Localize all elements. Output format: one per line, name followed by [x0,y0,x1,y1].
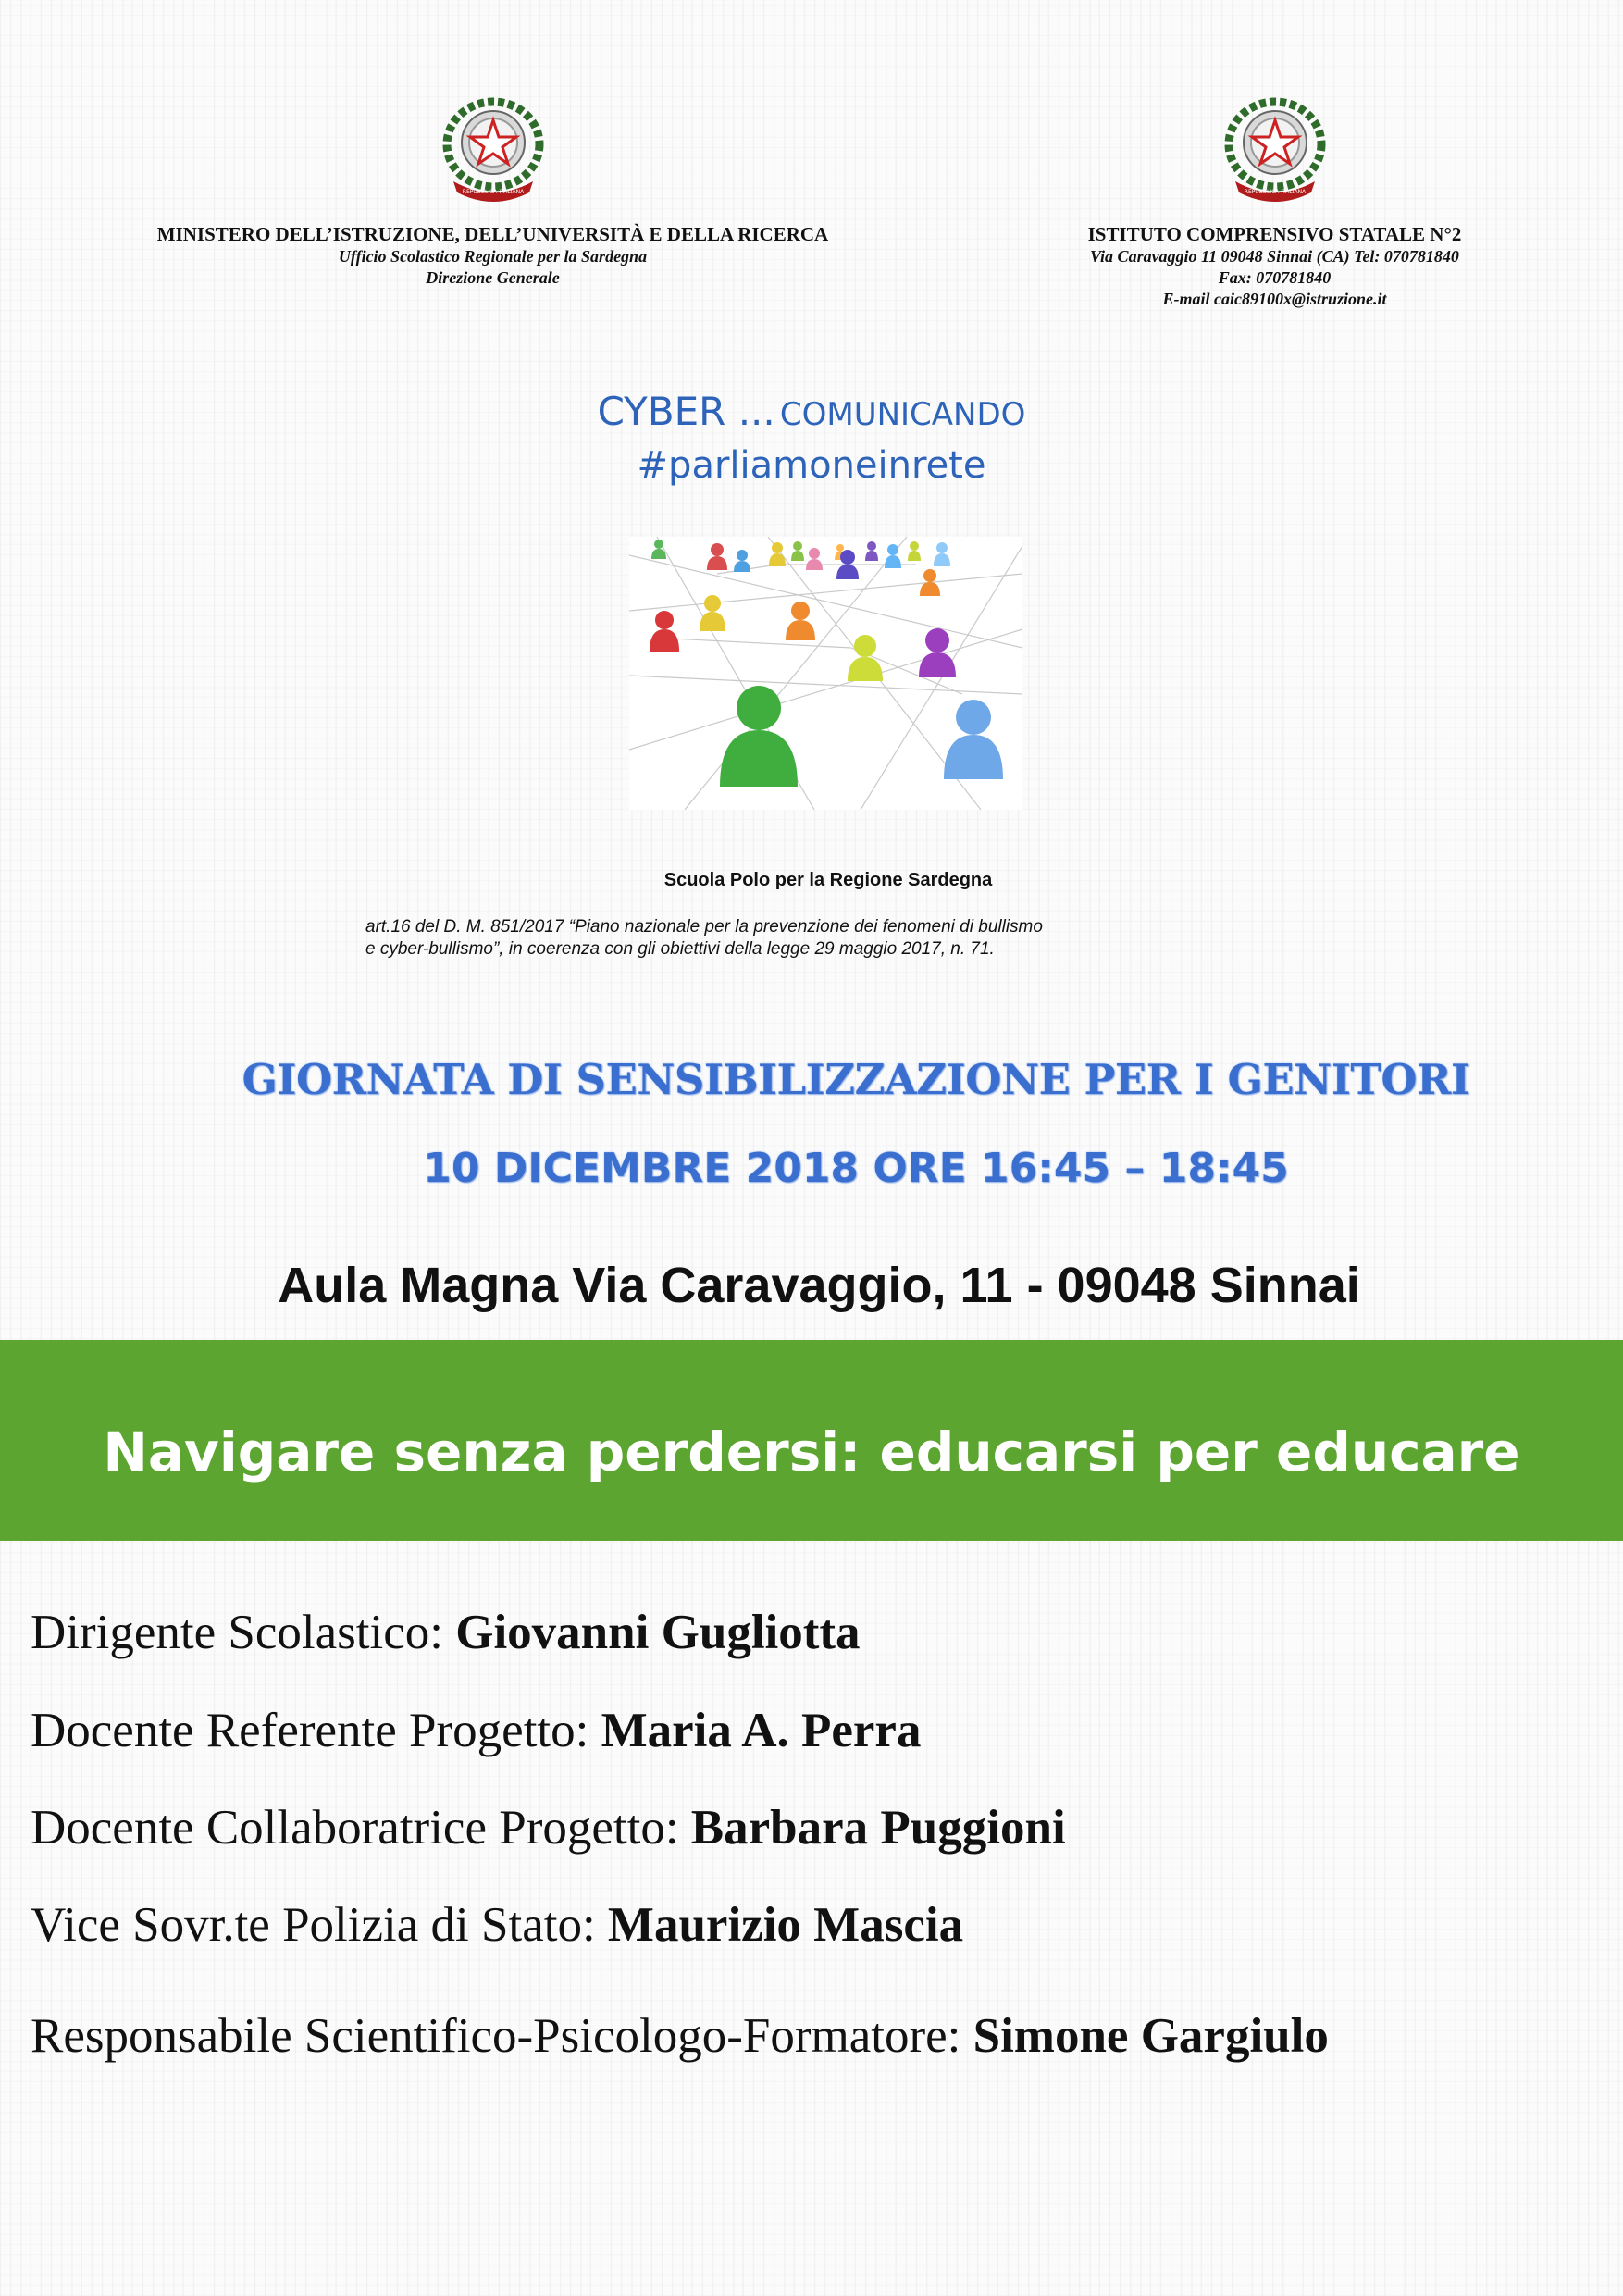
people-network-illustration [629,537,1022,810]
speaker-name: Maurizio Mascia [607,1898,964,1952]
article-line-2: e cyber-bullismo”, in coerenza con gli obiettivi della legge 29 maggio 2017, n. 71. [365,939,995,959]
italian-republic-emblem-icon [1219,93,1332,205]
speaker-dirigente [31,1605,861,1660]
speaker-role: Docente Referente Progetto: [31,1704,601,1757]
speaker-polizia [31,1897,963,1953]
svg-text:REPUBBLICA ITALIANA: REPUBBLICA ITALIANA [1244,189,1306,195]
ministry-header [83,93,902,289]
school-header [1055,93,1494,310]
school-title: ISTITUTO COMPRENSIVO STATALE N°2 [1087,223,1462,245]
speaker-name: Giovanni Gugliotta [455,1606,861,1659]
event-title: GIORNATA DI SENSIBILIZZAZIONE PER I GENITORI [242,1055,1470,1104]
speaker-name: Simone Gargiulo [973,2009,1329,2063]
ministry-title: MINISTERO DELL’ISTRUZIONE, DELL’UNIVERSITÀ E DELLA RICERCA [156,223,829,245]
project-title-main: CYBER ... [597,389,775,434]
school-fax: Fax: 070781840 [1218,268,1332,287]
article-line-1: art.16 del D. M. 851/2017 “Piano nazionale per la prevenzione dei fenomeni di bullismo [365,917,1043,937]
speaker-role: Vice Sovr.te Polizia di Stato: [31,1898,608,1952]
speaker-referente [31,1703,921,1758]
school-email: E-mail caic89100x@istruzione.it [1162,290,1387,308]
ministry-direction: Direzione Generale [426,268,560,287]
speaker-name: Maria A. Perra [601,1704,922,1757]
speaker-collaboratrice [31,1800,1066,1855]
italian-republic-emblem-icon [437,93,550,205]
speaker-psicologo [31,2008,1329,2064]
speaker-role: Docente Collaboratrice Progetto: [31,1801,691,1855]
school-address: Via Caravaggio 11 09048 Sinnai (CA) Tel: 070781840 [1090,247,1459,266]
speaker-role: Responsabile Scientifico-Psicologo-Formatore: [31,2009,973,2063]
ministry-office: Ufficio Scolastico Regionale per la Sardegna [338,247,648,266]
project-title [0,389,1623,434]
speaker-name: Barbara Puggioni [690,1801,1066,1855]
event-location: Aula Magna Via Caravaggio, 11 - 09048 Sinnai [278,1258,1360,1313]
event-motto: Navigare senza perdersi: educarsi per educare [103,1421,1520,1483]
article-reference [365,916,1383,961]
project-hashtag: #parliamoneinrete [637,444,986,487]
svg-text:REPUBBLICA ITALIANA: REPUBBLICA ITALIANA [462,189,524,195]
project-title-sub: COMUNICANDO [779,396,1026,433]
event-date: 10 DICEMBRE 2018 ORE 16:45 – 18:45 [423,1145,1289,1192]
speaker-role: Dirigente Scolastico: [31,1606,456,1659]
polo-title: Scuola Polo per la Regione Sardegna [663,870,993,890]
